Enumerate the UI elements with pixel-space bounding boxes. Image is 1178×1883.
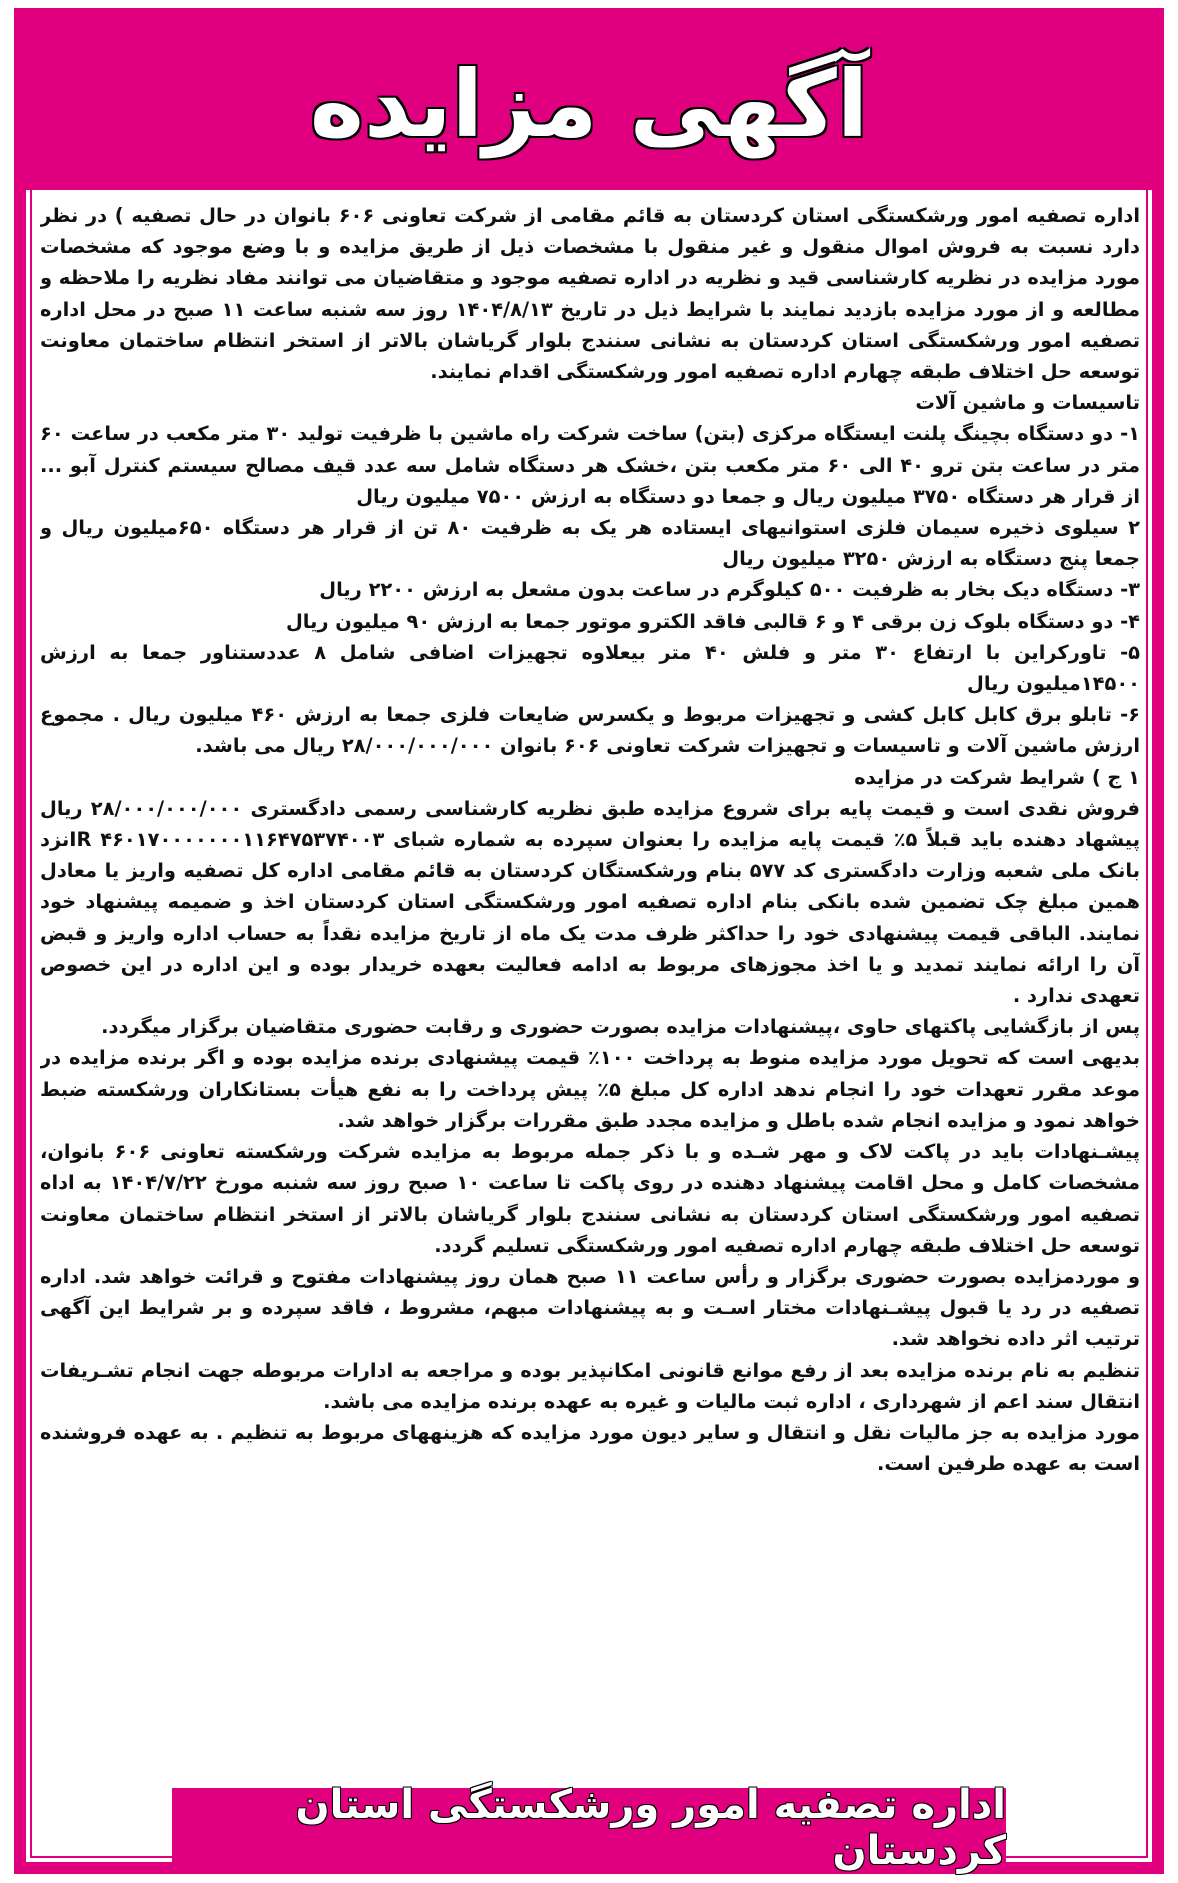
equipment-item-1: ۱- دو دستگاه بچینگ پلنت ایستگاه مرکزی (بتن) ساخت شرکت راه ماشین با ظرفیت تولید ۳۰ متر مکعب در ساعت ۶۰ متر در ساعت بتن ترو ۴۰ الی ۶۰ متر مکعب بتن ،خشک هر دستگاه شامل سه عدد قیف مصالح سیستم کنترل آبو ... از قرار هر دستگاه ۳۷۵۰ میلیون ریال و جمعا دو دستگاه به ارزش ۷۵۰۰ میلیون ریال xyxy=(40,422,1140,508)
page-title: آگهی مزایده xyxy=(309,51,869,158)
equipment-item-4: ۴- دو دستگاه بلوک زن برقی ۴ و ۶ قالبی فاقد الکترو موتور جمعا به ارزش ۹۰ میلیون ریال xyxy=(285,609,1140,633)
section-heading-conditions: ۱ ج ) شرایط شرکت در مزایده xyxy=(854,765,1140,789)
conditions-session-paragraph: و موردمزایده بصورت حضوری برگزار و رأس ساعت ۱۱ صبح همان روز پیشنهادات مفتوح و قرائت خواهد شد. اداره تصفیه در رد یا قبول پیشـنهادات مختار اسـت و به پیشنهادات مبهم، مشروط ، فاقد سپرده و بر شرایط این آگهی ترتیب اثر داده نخواهد شد. xyxy=(40,1264,1140,1351)
footer-banner xyxy=(172,1782,1006,1874)
issuer-name: اداره تصفیه امور ورشکستگی استان کردستان xyxy=(295,1782,1006,1874)
conditions-opening-paragraph: پس از بازگشایی پاکتهای حاوی ،پیشنهادات مزایده بصورت حضوری و رقابت حضوری متقاضیان برگزار میگردد. xyxy=(101,1015,1140,1039)
intro-paragraph: اداره تصفیه امور ورشکستگی استان کردستان به قائم مقامی از شرکت تعاونی ۶۰۶ بانوان در حال تصفیه ) در نظر دارد نسبت به فروش اموال منقول و غیر منقول با مشخصات ذیل از طریق مزایده و با وضع موجود که مشخصات مورد مزایده در نظریه کارشناسی قید و نظریه در اداره تصفیه موجود و متقاضیان می توانند مفاد نظریه را ملاحظه و مطالعه و از مورد مزایده بازدید نمایند با شرایط ذیل در تاریخ ۱۴۰۴/۸/۱۳ روز سه شنبه ساعت ۱۱ صبح در محل اداره تصفیه امور ورشکستگی استان کردستان به نشانی سنندج بلوار گریاشان بالاتر از استخر انتظام ساختمان معاونت توسعه حل اختلاف طبقه چهارم اداره تصفیه امور ورشکستگی اقدام نمایند. xyxy=(40,204,1140,384)
equipment-item-5: ۵- تاورکراین با ارتفاع ۳۰ متر و فلش ۴۰ متر بیعلاوه تجهیزات اضافی شامل ۸ عددستناور جمعا به ارزش ۱۴۵۰۰میلیون ریال xyxy=(40,640,1140,696)
conditions-taxes-paragraph: مورد مزایده به جز مالیات نقل و انتقال و سایر دیون مورد مزایده که هزینههای مربوط به تنظیم . به عهده فروشنده است به عهده طرفین است. xyxy=(40,1420,1140,1476)
conditions-submission-paragraph: پیشـنهادات باید در پاکت لاک و مهر شـده و با ذکر جمله مربوط به مزایده شرکت ورشکسته تعاونی ۶۰۶ بانوان، مشخصات کامل و محل اقامت پیشنهاد دهنده در روی پاکت تا ساعت ۱۰ صبح روز سه شنبه مورخ ۱۴۰۴/۷/۲۲ به اداه تصفیه امور ورشکستگی استان کردستان به نشانی سنندج بلوار گریاشان بالاتر از استخر انتظام ساختمان معاونت توسعه حل اختلاف طبقه چهارم اداره تصفیه امور ورشکستگی تسلیم گردد. xyxy=(40,1140,1140,1257)
conditions-transfer-paragraph: تنظیم به نام برنده مزایده بعد از رفع موانع قانونی امکانپذیر بوده و مراجعه به ادارات مربوطه جهت انجام تشـریفات انتقال سند اعم از شهرداری ، اداره ثبت مالیات و غیره به عهده برنده مزایده می باشد. xyxy=(40,1358,1140,1413)
conditions-payment-paragraph: فروش نقدی است و قیمت پایه برای شروع مزایده طبق نظریه کارشناسی رسمی دادگستری ۲۸/۰۰۰/۰۰۰/۰۰۰ ریال پیشهاد دهنده باید قبلاً ۵٪ قیمت پایه مزایده را بعنوان سپرده به شماره شبای IR ۴۶۰۱۷۰۰۰۰۰۰۰۱۱۶۴۷۵۳۷۴۰۰۳نزد بانک ملی شعبه وزارت دادگستری کد ۵۷۷ بنام ورشکستگان کردستان به قائم مقامی اداره کل تصفیه واریز یا معادل همین مبلغ چک تضمین شده بانکی بنام اداره تصفیه امور ورشکستگی استان کردستان اخذ و ضمیمه پیشنهاد خود نمایند. الباقی قیمت پیشنهادی خود را حداکثر ظرف مدت یک ماه از تاریخ مزایده نقداً به حساب اداره واریز و قبض آن را ارائه نمایند تمدید و یا اخذ مجوزهای مربوط به ادامه فعالیت بعهده خریدار بوده و این اداره در این خصوص تعهدی ندارد . xyxy=(40,796,1140,1008)
header-banner xyxy=(26,20,1152,190)
equipment-item-6: ۶- تابلو برق کابل کابل کشی و تجهیزات مربوط و یکسرس ضایعات فلزی جمعا به ارزش ۴۶۰ میلیون ریال . مجموع ارزش ماشین آلات و تاسیسات و تجهیزات شرکت تعاونی ۶۰۶ بانوان ۲۸/۰۰۰/۰۰۰/۰۰۰ ریال می باشد. xyxy=(40,703,1140,758)
conditions-delivery-paragraph: بدیهی است که تحویل مورد مزایده منوط به پرداخت ۱۰۰٪ قیمت پیشنهادی برنده مزایده بوده و اگر برنده مزایده در موعد مقرر تعهدات خود را انجام ندهد اداره کل مبلغ ۵٪ پیش پرداخت را به نفع هیأت بستانکاران ورشکسته ضبط خواهد نمود و مزایده انجام شده باطل و مزایده مجدد طبق مقررات برگزار خواهد شد. xyxy=(40,1046,1140,1132)
equipment-item-2: ۲ سیلوی ذخیره سیمان فلزی استوانیهای ایستاده هر یک به ظرفیت ۸۰ تن از قرار هر دستگاه ۶۵۰میلیون ریال و جمعا پنج دستگاه به ارزش ۳۲۵۰ میلیون ریال xyxy=(40,516,1140,571)
section-heading-equipment: تاسیسات و ماشین آلات xyxy=(915,391,1140,415)
equipment-item-3: ۳- دستگاه دیک بخار به ظرفیت ۵۰۰ کیلوگرم در ساعت بدون مشعل به ارزش ۲۲۰۰ ریال xyxy=(319,578,1140,602)
announcement-body xyxy=(40,200,1140,1780)
